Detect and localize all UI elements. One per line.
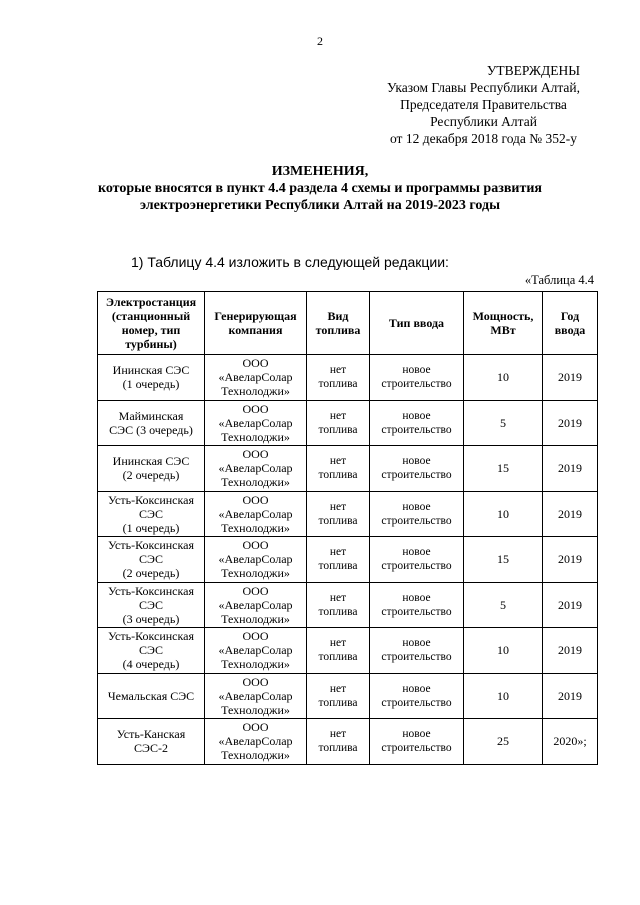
power-cell: 10 bbox=[464, 491, 543, 537]
table-row bbox=[98, 719, 598, 765]
fuel-cell: нет топлива bbox=[307, 491, 370, 537]
company-cell: ООО «АвеларСолар Технолоджи» bbox=[205, 446, 307, 492]
input-type-cell: новое строительство bbox=[370, 582, 464, 628]
fuel-cell: нет топлива bbox=[307, 673, 370, 719]
year-cell: 2019 bbox=[543, 355, 598, 401]
year-cell: 2019 bbox=[543, 673, 598, 719]
power-cell: 10 bbox=[464, 355, 543, 401]
input-type-cell: новое строительство bbox=[370, 673, 464, 719]
power-cell: 15 bbox=[464, 446, 543, 492]
year-cell: 2019 bbox=[543, 628, 598, 674]
company-cell: ООО «АвеларСолар Технолоджи» bbox=[205, 355, 307, 401]
station-cell: Усть-Коксинская СЭС (1 очередь) bbox=[98, 491, 205, 537]
power-cell: 10 bbox=[464, 673, 543, 719]
table-row bbox=[98, 400, 598, 446]
fuel-cell: нет топлива bbox=[307, 719, 370, 765]
fuel-cell: нет топлива bbox=[307, 355, 370, 401]
header-power: Мощность, МВт bbox=[464, 292, 543, 355]
station-cell: Усть-Коксинская СЭС (4 очередь) bbox=[98, 628, 205, 674]
table-row bbox=[98, 446, 598, 492]
year-cell: 2019 bbox=[543, 491, 598, 537]
title-line: которые вносятся в пункт 4.4 раздела 4 схемы и программы развития bbox=[97, 181, 542, 196]
table-row bbox=[98, 355, 598, 401]
table-row bbox=[98, 491, 598, 537]
table-row bbox=[98, 628, 598, 674]
instruction-text: 1) Таблицу 4.4 изложить в следующей редакции: bbox=[131, 254, 449, 270]
fuel-cell: нет топлива bbox=[307, 400, 370, 446]
approval-heading: УТВЕРЖДЕНЫ bbox=[486, 63, 580, 78]
station-cell: Ининская СЭС (2 очередь) bbox=[98, 446, 205, 492]
fuel-cell: нет топлива bbox=[307, 628, 370, 674]
input-type-cell: новое строительство bbox=[370, 491, 464, 537]
company-cell: ООО «АвеларСолар Технолоджи» bbox=[205, 537, 307, 583]
station-cell: Усть-Канская СЭС-2 bbox=[98, 719, 205, 765]
year-cell: 2019 bbox=[543, 582, 598, 628]
power-cell: 25 bbox=[464, 719, 543, 765]
company-cell: ООО «АвеларСолар Технолоджи» bbox=[205, 628, 307, 674]
year-cell: 2019 bbox=[543, 446, 598, 492]
station-cell: Чемальская СЭС bbox=[98, 673, 205, 719]
header-input-type: Тип ввода bbox=[370, 292, 464, 355]
approval-line: Председателя Правительства bbox=[400, 97, 567, 112]
input-type-cell: новое строительство bbox=[370, 628, 464, 674]
approval-block bbox=[387, 62, 580, 147]
table-header-row bbox=[98, 292, 598, 355]
approval-line: Указом Главы Республики Алтай, bbox=[387, 80, 580, 95]
title-heading: ИЗМЕНЕНИЯ, bbox=[271, 164, 369, 179]
fuel-cell: нет топлива bbox=[307, 582, 370, 628]
document-title bbox=[0, 163, 640, 214]
station-cell: Майминская СЭС (3 очередь) bbox=[98, 400, 205, 446]
approval-line: от 12 декабря 2018 года № 352-у bbox=[389, 131, 578, 146]
station-cell: Ининская СЭС (1 очередь) bbox=[98, 355, 205, 401]
company-cell: ООО «АвеларСолар Технолоджи» bbox=[205, 719, 307, 765]
year-cell: 2019 bbox=[543, 537, 598, 583]
power-plants-table bbox=[97, 291, 598, 765]
header-year: Год ввода bbox=[543, 292, 598, 355]
input-type-cell: новое строительство bbox=[370, 355, 464, 401]
input-type-cell: новое строительство bbox=[370, 719, 464, 765]
header-company: Генерирующая компания bbox=[205, 292, 307, 355]
year-cell: 2019 bbox=[543, 400, 598, 446]
table-caption: «Таблица 4.4 bbox=[524, 273, 594, 287]
input-type-cell: новое строительство bbox=[370, 446, 464, 492]
fuel-cell: нет топлива bbox=[307, 537, 370, 583]
fuel-cell: нет топлива bbox=[307, 446, 370, 492]
title-line: электроэнергетики Республики Алтай на 2019-2023 годы bbox=[140, 198, 500, 213]
company-cell: ООО «АвеларСолар Технолоджи» bbox=[205, 491, 307, 537]
header-station: Электростанция (станционный номер, тип турбины) bbox=[98, 292, 205, 355]
station-cell: Усть-Коксинская СЭС (2 очередь) bbox=[98, 537, 205, 583]
company-cell: ООО «АвеларСолар Технолоджи» bbox=[205, 400, 307, 446]
company-cell: ООО «АвеларСолар Технолоджи» bbox=[205, 582, 307, 628]
table-row bbox=[98, 582, 598, 628]
table-row bbox=[98, 673, 598, 719]
approval-line: Республики Алтай bbox=[430, 114, 537, 129]
table-row bbox=[98, 537, 598, 583]
header-fuel: Вид топлива bbox=[307, 292, 370, 355]
power-cell: 10 bbox=[464, 628, 543, 674]
year-cell: 2020»; bbox=[543, 719, 598, 765]
input-type-cell: новое строительство bbox=[370, 537, 464, 583]
input-type-cell: новое строительство bbox=[370, 400, 464, 446]
power-cell: 5 bbox=[464, 400, 543, 446]
page-number: 2 bbox=[317, 34, 323, 48]
company-cell: ООО «АвеларСолар Технолоджи» bbox=[205, 673, 307, 719]
power-cell: 5 bbox=[464, 582, 543, 628]
power-cell: 15 bbox=[464, 537, 543, 583]
station-cell: Усть-Коксинская СЭС (3 очередь) bbox=[98, 582, 205, 628]
table-body bbox=[98, 355, 598, 765]
